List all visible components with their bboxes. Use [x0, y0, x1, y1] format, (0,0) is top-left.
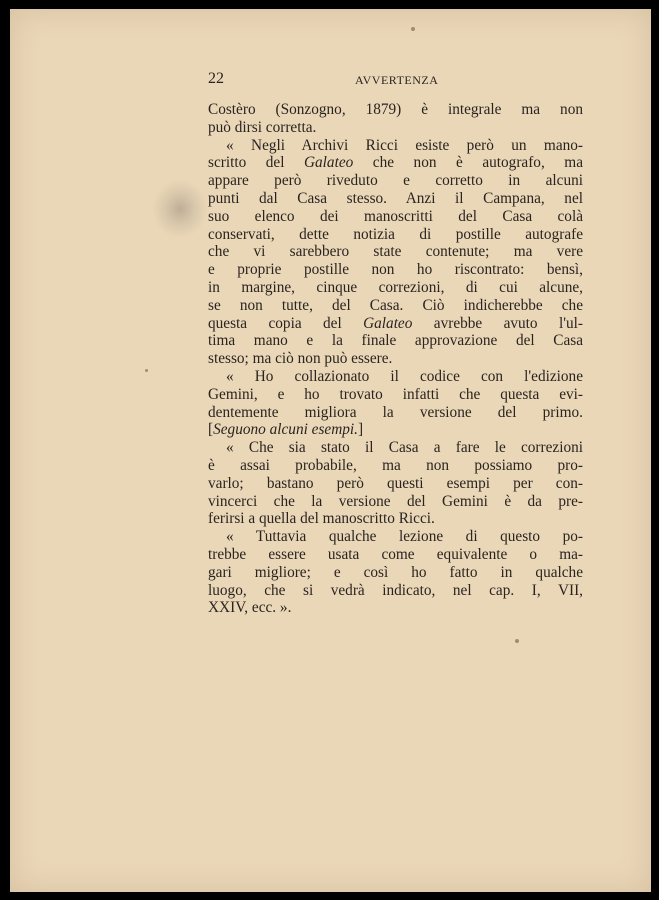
text-line: e proprie postille non ho riscontrato: bensì,: [208, 261, 583, 279]
text-line: ferirsi a quella del manoscritto Ricci.: [208, 510, 435, 528]
text-line: questa copia del Galateo avrebbe avuto l'ul-: [208, 314, 583, 332]
text-line: « Che sia stato il Casa a fare le correzioni: [226, 439, 583, 457]
text-line: varlo; bastano però questi esempi per con-: [208, 474, 583, 492]
text-line: Costèro (Sonzogno, 1879) è integrale ma non: [208, 101, 583, 118]
text-line: è assai probabile, ma non possiamo pro-: [208, 456, 583, 474]
text-line: « Ho collazionato il codice con l'edizione: [226, 367, 583, 385]
text-line: vincerci che la versione del Gemini è da pre-: [208, 492, 583, 510]
stain-mark: [152, 179, 208, 239]
text-line: appare però riveduto e corretto in alcuni: [208, 172, 583, 190]
text-line: se non tutte, del Casa. Ciò indicherebbe che: [208, 296, 583, 314]
text-line: « Negli Archivi Ricci esiste però un mano-: [226, 136, 583, 154]
page-number: 22: [208, 70, 224, 87]
text-line: in margine, cinque correzioni, di cui alcune,: [208, 278, 583, 296]
text-line: suo elenco dei manoscritti del Casa colà: [208, 207, 583, 225]
body-text: [208, 101, 583, 617]
text-line: dentemente migliora la versione del primo.: [208, 403, 583, 421]
text-line: conservati, dette notizia di postille autografe: [208, 225, 583, 243]
title-galateo: Galateo: [303, 154, 354, 172]
text-line: luogo, che si vedrà indicato, nel cap. I, VII,: [208, 581, 583, 599]
text-line: scritto del Galateo che non è autografo, ma: [208, 154, 583, 172]
speck: [145, 369, 148, 372]
text-line: stesso; ma ciò non può essere.: [208, 350, 393, 368]
text-line: trebbe essere usata come equivalente o ma-: [208, 545, 583, 563]
text-line: gari migliore; e così ho fatto in qualche: [208, 563, 583, 581]
text-line: « Tuttavia qualche lezione di questo po-: [226, 528, 583, 546]
text-line: [Seguono alcuni esempi.]: [208, 421, 364, 439]
title-galateo: Galateo: [363, 314, 413, 332]
running-head: AVVERTENZA: [355, 73, 439, 87]
text-line: può dirsi corretta.: [208, 118, 317, 136]
text-line: che vi sarebbero state contenute; ma vere: [208, 243, 583, 261]
text-line: Gemini, e ho trovato infatti che questa evi-: [208, 385, 583, 403]
text-line: punti dal Casa stesso. Anzi il Campana, nel: [208, 189, 583, 207]
speck: [515, 639, 519, 643]
editorial-note: Seguono alcuni esempi.: [213, 421, 358, 439]
text-line: tima mano e la finale approvazione del Casa: [208, 332, 583, 350]
text-line: XXIV, ecc. ».: [208, 599, 292, 617]
speck: [411, 27, 415, 31]
